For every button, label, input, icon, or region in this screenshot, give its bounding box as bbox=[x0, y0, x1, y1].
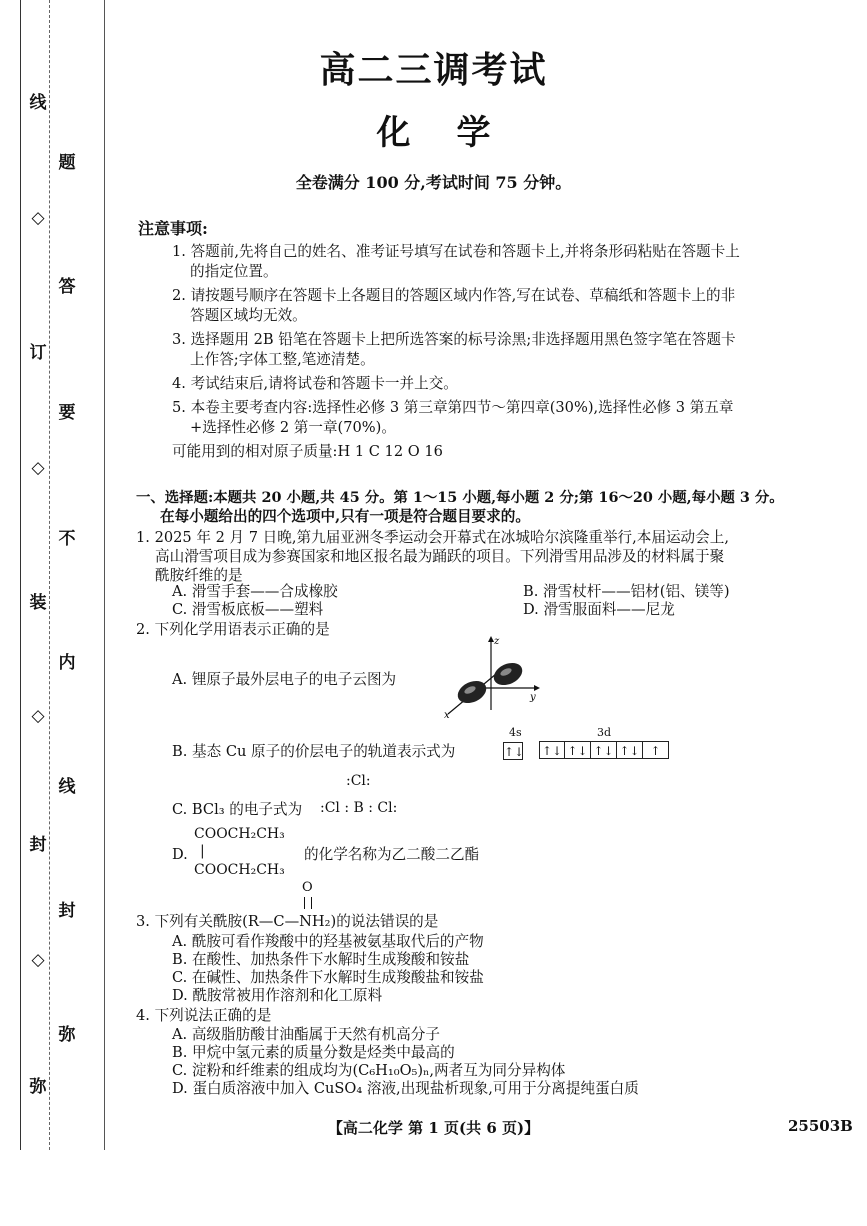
orbital-box: ↑↓ bbox=[565, 741, 591, 759]
orbital-box: ↑↓ bbox=[617, 741, 643, 759]
option-d-label: D. bbox=[172, 846, 188, 863]
option-b: B. 在酸性、加热条件下水解时生成羧酸和铵盐 bbox=[172, 951, 470, 968]
electron-dot-top: :Cl: bbox=[346, 773, 371, 789]
amide-oxygen: O bbox=[302, 880, 313, 895]
amide-double-bond bbox=[304, 897, 312, 909]
notes-line: 1. 答题前,先将自己的姓名、准考证号填写在试卷和答题卡上,并将条形码粘贴在答题卡上 bbox=[172, 243, 740, 260]
binding-char: 订 bbox=[29, 343, 47, 363]
axis-y-label: y bbox=[530, 692, 536, 703]
option-a: A. 酰胺可看作羧酸中的羟基被氨基取代后的产物 bbox=[172, 933, 484, 950]
section-heading: 一、选择题:本题共 20 小题,共 45 分。第 1～15 小题,每小题 2 分;第 16～20 小题,每小题 3 分。 bbox=[136, 489, 784, 506]
binding-diamond: ◇ bbox=[31, 458, 45, 478]
exam-title: 高二三调考试 bbox=[319, 49, 548, 91]
ester-bond: | bbox=[200, 843, 205, 859]
notes-line: 2. 请按题号顺序在答题卡上各题目的答题区域内作答,写在试卷、草稿纸和答题卡上的非 bbox=[172, 287, 736, 304]
question-stem: 1. 2025 年 2 月 7 日晚,第九届亚洲冬季运动会开幕式在冰城哈尔滨隆重举行,本届运动会上, bbox=[136, 529, 729, 546]
orbital-4s-box bbox=[503, 741, 523, 760]
binding-diamond: ◇ bbox=[31, 950, 45, 970]
question-stem: 酰胺纤维的是 bbox=[155, 567, 243, 584]
orbital-label-3d: 3d bbox=[597, 726, 612, 739]
notes-line: 的指定位置。 bbox=[190, 263, 278, 280]
binding-char: 线 bbox=[29, 93, 47, 113]
orbital-3d-boxes bbox=[539, 741, 669, 759]
axis-z-label: z bbox=[494, 636, 500, 647]
binding-char: 封 bbox=[58, 901, 76, 921]
option-a: A. 滑雪手套——合成橡胶 bbox=[172, 583, 338, 600]
option-a: A. 高级脂肪酸甘油酯属于天然有机高分子 bbox=[172, 1026, 440, 1043]
page-footer: 【高二化学 第 1 页(共 6 页)】 bbox=[327, 1119, 540, 1137]
option-c: C. 在碱性、加热条件下水解时生成羧酸盐和铵盐 bbox=[172, 969, 484, 986]
subject-title: 化学 bbox=[376, 113, 537, 153]
question-stem: 2. 下列化学用语表示正确的是 bbox=[136, 621, 330, 638]
binding-char: 装 bbox=[29, 593, 47, 613]
option-d: D. 滑雪服面料——尼龙 bbox=[523, 601, 675, 618]
option-d: D. 酰胺常被用作溶剂和化工原料 bbox=[172, 987, 383, 1004]
binding-diamond: ◇ bbox=[31, 208, 45, 228]
binding-char: 线 bbox=[58, 777, 76, 797]
notes-line: 5. 本卷主要考查内容:选择性必修 3 第三章第四节～第四章(30%),选择性必修 3 第五章 bbox=[172, 399, 734, 416]
notes-line: 上作答;字体工整,笔迹清楚。 bbox=[190, 351, 375, 368]
binding-char: 内 bbox=[58, 653, 76, 673]
orbital-box: ↑↓ bbox=[503, 742, 523, 760]
notes-line: 4. 考试结束后,请将试卷和答题卡一并上交。 bbox=[172, 375, 458, 392]
option-c: C. 滑雪板底板——塑料 bbox=[172, 601, 324, 618]
binding-char: 答 bbox=[58, 277, 76, 297]
binding-char: 不 bbox=[58, 529, 76, 549]
exam-info: 全卷满分 100 分,考试时间 75 分钟。 bbox=[295, 173, 572, 192]
notes-line: 3. 选择题用 2B 铅笔在答题卡上把所选答案的标号涂黑;非选择题用黑色签字笔在答题卡 bbox=[172, 331, 736, 348]
ester-bottom: COOCH₂CH₃ bbox=[194, 862, 285, 878]
notes-heading: 注意事项: bbox=[138, 219, 208, 238]
binding-char: 要 bbox=[58, 403, 76, 423]
option-b: B. 滑雪杖杆——铝材(铝、镁等) bbox=[523, 583, 730, 600]
question-stem: 4. 下列说法正确的是 bbox=[136, 1007, 272, 1024]
question-stem: 高山滑雪项目成为参赛国家和地区报名最为踊跃的项目。下列滑雪用品涉及的材料属于聚 bbox=[155, 548, 725, 565]
electron-cloud-diagram bbox=[436, 632, 546, 720]
binding-char: 弥 bbox=[58, 1025, 76, 1045]
option-d: D. 蛋白质溶液中加入 CuSO₄ 溶液,出现盐析现象,可用于分离提纯蛋白质 bbox=[172, 1080, 639, 1097]
question-stem: 3. 下列有关酰胺(R—C—NH₂)的说法错误的是 bbox=[136, 913, 439, 930]
orbital-box: ↑↓ bbox=[539, 741, 565, 759]
axis-x-label: x bbox=[444, 710, 450, 720]
binding-char: 封 bbox=[29, 835, 47, 855]
option-b: B. 甲烷中氢元素的质量分数是烃类中最高的 bbox=[172, 1044, 455, 1061]
notes-line: +选择性必修 2 第一章(70%)。 bbox=[190, 419, 396, 436]
option-d: 的化学名称为乙二酸二乙酯 bbox=[304, 846, 480, 863]
binding-diamond: ◇ bbox=[31, 706, 45, 726]
ester-top: COOCH₂CH₃ bbox=[194, 826, 285, 842]
orbital-label-4s: 4s bbox=[509, 726, 522, 739]
option-c: C. 淀粉和纤维素的组成均为(C₆H₁₀O₅)ₙ,两者互为同分异构体 bbox=[172, 1062, 566, 1079]
section-heading: 在每小题给出的四个选项中,只有一项是符合题目要求的。 bbox=[160, 508, 530, 525]
option-b: B. 基态 Cu 原子的价层电子的轨道表示式为 bbox=[172, 743, 456, 760]
option-a: A. 锂原子最外层电子的电子云图为 bbox=[172, 671, 397, 688]
orbital-box: ↑↓ bbox=[591, 741, 617, 759]
atomic-mass-line: 可能用到的相对原子质量:H 1 C 12 O 16 bbox=[172, 443, 443, 460]
orbital-box: ↑ bbox=[643, 741, 669, 759]
binding-char: 题 bbox=[58, 153, 76, 173]
notes-line: 答题区域均无效。 bbox=[190, 307, 307, 324]
paper-code: 25503B bbox=[788, 1117, 853, 1135]
binding-char: 弥 bbox=[29, 1077, 47, 1097]
electron-dot-mid: :Cl : B : Cl: bbox=[320, 800, 398, 816]
option-c: C. BCl₃ 的电子式为 bbox=[172, 801, 303, 818]
